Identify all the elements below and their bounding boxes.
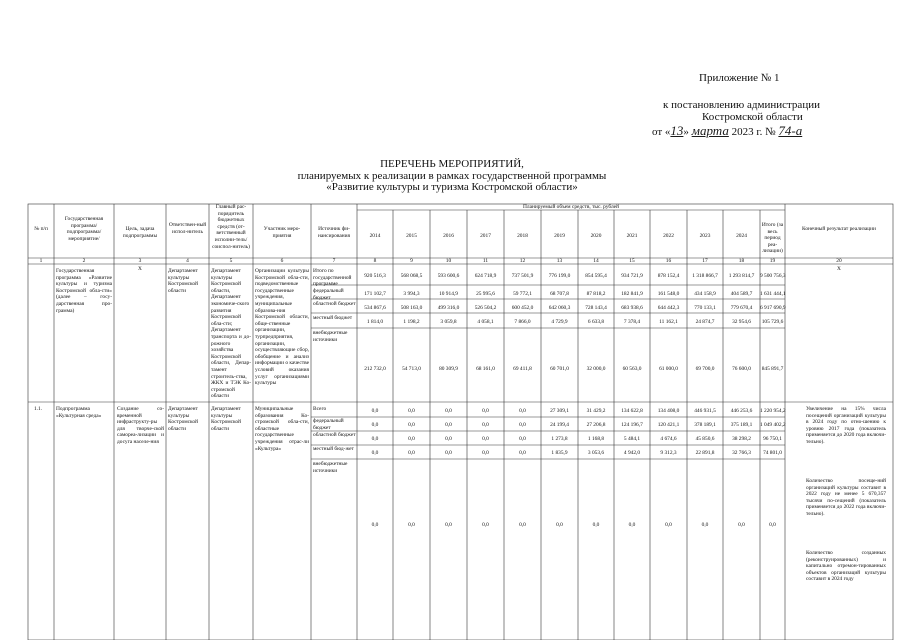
- row2-value: 0,0: [371, 408, 379, 414]
- year-header: 2017: [480, 233, 491, 239]
- row1-value: 434 158,9: [694, 291, 716, 297]
- column-number: 2: [82, 258, 86, 264]
- row1-source-3: местный бюджет: [313, 315, 353, 321]
- row1-value: 728 143,4: [585, 305, 607, 311]
- row2-value: 0,0: [445, 408, 452, 414]
- column-number: 11: [482, 258, 489, 264]
- row1-value: 4 058,1: [477, 319, 494, 325]
- row2-value: 0,0: [769, 522, 776, 528]
- header-result: Конечный результат реализации: [802, 226, 876, 232]
- row2-executor: Департамент культуры Костромской области: [168, 406, 198, 432]
- row1-value: 6 917 690,9: [760, 305, 786, 311]
- row2-program: Подпрограмма «Культурная среда»: [56, 406, 102, 419]
- row1-value: 1 318 866,7: [692, 273, 718, 279]
- column-number: 14: [593, 258, 599, 264]
- row2-value: 124 196,7: [621, 422, 643, 428]
- row1-manager: Департамент культуры Костромской области, Департамент экономиче-ского развития Костромской обла-сти; Департамент транспорта и до-рожного хозяйства Костромской области, Депар-тамент строитель-ства, ЖКХ и ТЭК Ко-стромской области: [211, 268, 251, 400]
- row2-value: 32 766,3: [732, 450, 751, 456]
- row2-source-2: областной бюджет: [313, 432, 356, 438]
- row1-value: 69 411,8: [513, 366, 532, 372]
- row1-value: 24 874,7: [695, 319, 715, 325]
- year-header: 2016: [443, 233, 454, 239]
- row2-value: 375 189,1: [730, 422, 753, 428]
- row1-value: 60 563,0: [622, 366, 642, 372]
- row1-value: 60 701,0: [550, 366, 569, 372]
- row1-value: 59 772,1: [513, 291, 532, 297]
- column-number: 19: [769, 258, 776, 264]
- row1-value: 526 504,2: [474, 305, 497, 311]
- row1-value: 845 891,7: [761, 366, 784, 372]
- row1-value: 80 309,9: [439, 366, 458, 372]
- row2-value: 378 189,1: [694, 422, 716, 428]
- row2-value: 24 199,4: [550, 422, 569, 428]
- column-number: 4: [186, 258, 189, 264]
- row2-value: 134 408,0: [657, 408, 680, 414]
- row1-value: 642 060,3: [548, 305, 571, 311]
- year-header: 2023: [699, 233, 711, 239]
- year-header: 2015: [406, 233, 417, 239]
- row2-value: 1 049 402,2: [760, 422, 786, 428]
- row2-value: 0,0: [408, 436, 415, 442]
- row1-value: 737 501,9: [511, 273, 534, 279]
- row1-value: 404 589,7: [730, 291, 753, 297]
- year-header: 2021: [626, 233, 638, 239]
- row2-value: 0,0: [592, 522, 600, 528]
- row2-value: 0,0: [738, 522, 745, 528]
- row1-executor: Департамент культуры Костромской области: [168, 268, 198, 294]
- row1-value: 3 994,3: [403, 291, 420, 297]
- row2-value: 0,0: [628, 522, 636, 528]
- row2-value: 31 429,2: [586, 408, 606, 414]
- row2-value: 1 835,9: [551, 450, 568, 456]
- row1-goal: Х: [138, 266, 142, 272]
- row1-value: 878 152,4: [657, 273, 680, 279]
- row1-value: 770 133,1: [694, 305, 716, 311]
- row2-value: 0,0: [482, 422, 489, 428]
- row1-value: 1 198,2: [403, 319, 420, 325]
- year-header: 2014: [369, 233, 381, 239]
- row1-value: 87 818,2: [586, 291, 606, 297]
- row2-value: 9 312,3: [660, 450, 677, 456]
- row1-source-0: Итого по государственной программе: [313, 268, 352, 288]
- year-header: 2018: [517, 233, 528, 239]
- column-number: 18: [738, 258, 745, 264]
- row1-result: Х: [837, 266, 841, 272]
- row1-value: 499 316,0: [437, 305, 460, 311]
- year-header: 2024: [736, 233, 747, 239]
- row2-value: 0,0: [408, 522, 415, 528]
- row2-value: 4 674,6: [660, 436, 677, 442]
- row1-value: 32 000,0: [586, 366, 606, 372]
- row2-manager: Департамент культуры Костромской области: [211, 406, 241, 432]
- date-day-handwritten: 13: [670, 123, 684, 138]
- row1-value: 593 600,6: [437, 273, 460, 279]
- row2-result-1: Увеличение на 15% числа посещений организаций культуры в 2024 году по отно-шению к уровню 2017 года (показатель применяется до 2020 года включи-тельно).: [806, 406, 886, 445]
- row1-value: 68 707,8: [550, 291, 569, 297]
- column-number: 8: [373, 258, 377, 264]
- row2-value: 1 168,8: [587, 436, 605, 442]
- row2-value: 0,0: [445, 450, 452, 456]
- row1-value: 3 059,8: [440, 319, 457, 325]
- row1-value: 76 600,0: [732, 366, 751, 372]
- row1-value: 7 378,4: [623, 319, 641, 325]
- row1-value: 212 732,0: [364, 366, 386, 372]
- header-participant: Участник меро-приятия: [263, 226, 301, 239]
- row2-value: 1 273,8: [551, 436, 568, 442]
- column-number: 12: [519, 258, 526, 264]
- row2-value: 4 942,0: [623, 450, 641, 456]
- row2-value: 0,0: [701, 522, 709, 528]
- row1-value: 508 163,0: [400, 305, 423, 311]
- row1-value: 1 631 444,1: [760, 291, 786, 297]
- date-number-handwritten: 74-а: [778, 123, 803, 138]
- column-number: 17: [702, 258, 708, 264]
- column-number: 20: [836, 258, 842, 264]
- resolution-line: к постановлению администрации: [663, 99, 820, 111]
- row1-value: 1 814,0: [366, 319, 384, 325]
- row1-value: 534 867,6: [364, 305, 386, 311]
- row1-value: 4 729,9: [551, 319, 568, 325]
- row2-source-0: Всего: [313, 406, 327, 412]
- row2-value: 120 421,1: [657, 422, 680, 428]
- row1-source-1: федеральный бюджет: [313, 288, 344, 301]
- row1-value: 568 068,5: [400, 273, 423, 279]
- row1-source-2: областной бюджет: [313, 301, 356, 307]
- header-manager: Главный рас-порядитель бюджетных средств (от-ветственный исполни-тель/соиспол-нитель): [212, 204, 250, 250]
- column-number: 3: [138, 258, 142, 264]
- row2-value: 1 220 954,2: [760, 408, 786, 414]
- year-header: 2019: [554, 233, 565, 239]
- row1-value: 644 442,3: [657, 305, 680, 311]
- row2-result-2: Количество посеще-ний организаций культуры составит в 2022 году не менее 5 670,357 тысячи по-сещений (показатель применяется до 2022 года включи-тельно).: [806, 478, 886, 517]
- row1-value: 779 670,4: [730, 305, 753, 311]
- row1-value: 161 548,0: [657, 291, 680, 297]
- row1-value: 11 162,1: [659, 319, 678, 325]
- doc-title-line1: ПЕРЕЧЕНЬ МЕРОПРИЯТИЙ,: [380, 158, 524, 170]
- row2-value: 0,0: [408, 408, 415, 414]
- row2-value: 446 253,6: [730, 408, 753, 414]
- doc-title-line2: планируемых к реализации в рамках государственной программы: [297, 170, 607, 182]
- column-number: 13: [556, 258, 563, 264]
- row1-value: 7 866,0: [514, 319, 531, 325]
- row2-goal: Создание со-временной инфраструкту-ры для творче-ской самореа-лизации и досуга населе-ния: [117, 406, 164, 445]
- column-number: 10: [445, 258, 452, 264]
- row2-source-1: федеральный бюджет: [313, 418, 344, 431]
- column-number: 9: [410, 258, 413, 264]
- row2-value: 0,0: [408, 422, 415, 428]
- doc-title-line3: «Развитие культуры и туризма Костромской области»: [326, 181, 578, 193]
- column-number: 1: [39, 258, 43, 264]
- row1-value: 25 995,6: [476, 291, 495, 297]
- row2-value: 0,0: [482, 408, 489, 414]
- row2-value: 0,0: [482, 522, 489, 528]
- row2-value: 0,0: [556, 522, 563, 528]
- year-header: 2020: [590, 233, 602, 239]
- row1-participant: Организации культуры Костромской обла-сти, подведомственные государственные учреждения, муниципальные образова-ния Костромской области, обще-ственные организации, турпредприятия, организации, осуществляющие сбор, обобщение и анализ информации о качестве условий оказания услуг организациями культуры: [255, 268, 309, 387]
- row2-value: 0,0: [371, 522, 379, 528]
- row2-source-4: внебюджетные источники: [313, 461, 348, 474]
- header-executor: Ответствен-ный испол-нитель: [168, 222, 207, 235]
- date-year: 2023 г. №: [731, 126, 776, 138]
- row2-value: 0,0: [519, 436, 526, 442]
- row2-value: 0,0: [371, 422, 379, 428]
- row1-value: 54 713,0: [402, 366, 421, 372]
- row2-result-3: Количество созданных (реконструированных) и капитально отремон-тированных объектов организаций культуры составит в 2024 году: [806, 550, 886, 583]
- row2-value: 0,0: [519, 408, 526, 414]
- header-total: Итого (за весь период реа-лизации): [761, 222, 784, 255]
- date-prefix: от «: [652, 126, 671, 138]
- row2-value: 0,0: [519, 422, 526, 428]
- row1-value: 61 000,0: [659, 366, 678, 372]
- row2-value: 0,0: [445, 436, 452, 442]
- column-number: 5: [229, 258, 233, 264]
- row2-value: 27 309,1: [550, 408, 569, 414]
- header-program: Государственная программа/ подпрограмма/ мероприятие/: [64, 216, 104, 242]
- row2-value: 0,0: [371, 436, 379, 442]
- row2-participant: Муниципальные образования Ко-стромской обла-сти, областные государственные учреждения отрас-ли «Культура»: [255, 406, 309, 452]
- row2-value: 27 206,8: [586, 422, 606, 428]
- row2-source-3: местный бюд-жет: [313, 446, 354, 452]
- column-number: 15: [629, 258, 635, 264]
- row1-value: 105 729,6: [761, 319, 784, 325]
- row1-value: 69 700,0: [695, 366, 715, 372]
- row1-value: 32 954,6: [732, 319, 751, 325]
- header-source: Источник фи-нансирования: [318, 226, 350, 239]
- row1-value: 854 595,4: [585, 273, 607, 279]
- row1-value: 934 721,9: [621, 273, 643, 279]
- row2-value: 0,0: [482, 450, 489, 456]
- column-number: 7: [332, 258, 336, 264]
- row2-value: 0,0: [445, 422, 452, 428]
- row2-value: 22 891,8: [695, 450, 715, 456]
- column-number: 6: [280, 258, 284, 264]
- row1-value: 600 452,0: [511, 305, 534, 311]
- header-goal: Цель, задача подпрограммы: [122, 226, 158, 239]
- row1-value: 624 718,9: [474, 273, 497, 279]
- row2-value: 0,0: [519, 450, 526, 456]
- date-month-handwritten: марта: [691, 123, 729, 138]
- row1-program: Государственная программа «Развитие культуры и туризма Костромской обла-сти» (далее – госу-дарственная про-грамма): [56, 268, 112, 314]
- row1-value: 1 293 814,7: [728, 273, 755, 279]
- column-number: 16: [665, 258, 672, 264]
- row2-value: 446 931,5: [694, 408, 716, 414]
- row1-value: 171 102,7: [364, 291, 386, 297]
- row2-value: 96 750,1: [763, 436, 782, 442]
- row2-value: 45 850,6: [695, 436, 715, 442]
- row1-value: 6 633,8: [587, 319, 605, 325]
- row2-value: 0,0: [445, 522, 452, 528]
- year-header: 2022: [663, 233, 674, 239]
- header-num: № п/п: [34, 226, 48, 232]
- region-line: Костромской области: [702, 111, 803, 123]
- row2-num: 1.1.: [34, 406, 43, 412]
- row1-value: 776 199,0: [548, 273, 571, 279]
- date-mid: »: [683, 126, 689, 138]
- row1-value: 9 500 756,3: [760, 273, 786, 279]
- row2-value: 0,0: [408, 450, 415, 456]
- row2-value: 0,0: [371, 450, 379, 456]
- row2-value: 0,0: [482, 436, 489, 442]
- row2-value: 5 484,1: [623, 436, 641, 442]
- row2-value: 38 298,2: [732, 436, 751, 442]
- row2-value: 3 053,6: [587, 450, 605, 456]
- row1-value: 68 161,0: [476, 366, 495, 372]
- appendix-label: Приложение № 1: [699, 72, 780, 84]
- header-planned: Планируемый объем средств, тыс. рублей: [523, 204, 619, 210]
- row1-value: 920 516,3: [364, 273, 386, 279]
- row1-value: 182 841,9: [621, 291, 643, 297]
- row2-value: 0,0: [665, 522, 672, 528]
- row1-source-4: внебюджетные источники: [313, 330, 348, 343]
- row2-value: 134 622,8: [621, 408, 643, 414]
- row2-value: 74 801,0: [763, 450, 782, 456]
- row2-value: 0,0: [519, 522, 526, 528]
- row1-value: 10 914,9: [439, 291, 458, 297]
- row1-value: 683 938,6: [621, 305, 643, 311]
